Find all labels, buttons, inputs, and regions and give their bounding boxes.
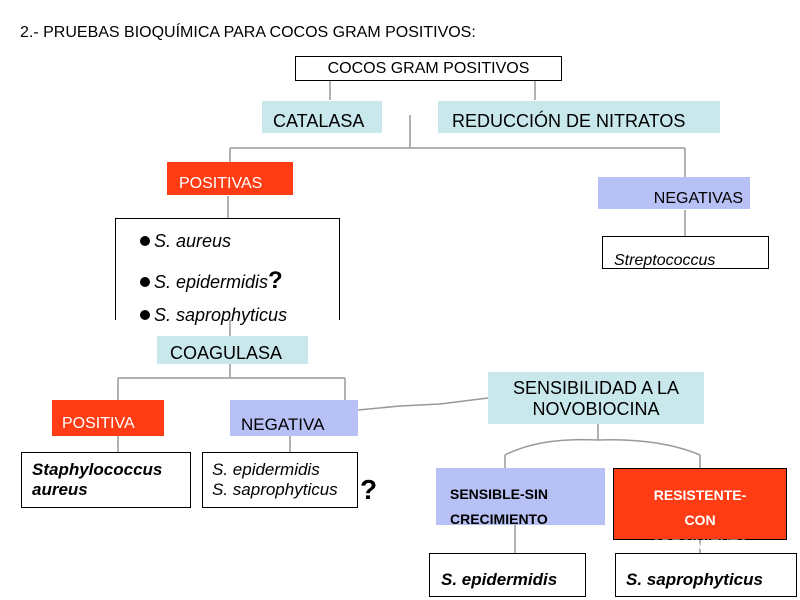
negativas-node: NEGATIVAS [598, 177, 750, 209]
resistente-line: CON [684, 511, 716, 528]
negativa-species-line: S. epidermidis [212, 460, 320, 479]
novobiocina-line: SENSIBILIDAD A LA [512, 378, 680, 398]
species-item: S. epidermidis? [140, 267, 283, 295]
result-resistente-node: S. saprophyticus [615, 553, 797, 597]
nitratos-node: REDUCCIÓN DE NITRATOS [438, 101, 720, 133]
positivas-node: POSITIVAS [167, 162, 293, 195]
page-title: 2.- PRUEBAS BIOQUÍMICA PARA COCOS GRAM POSITIVOS: [20, 24, 476, 41]
negativa-species-node [202, 452, 358, 508]
species-item: S. saprophyticus [140, 305, 287, 326]
coagulasa-node: COAGULASA [157, 336, 308, 364]
species-item: S. aureus [140, 231, 231, 252]
bullet-icon [140, 277, 150, 287]
question-mark: ? [360, 474, 378, 505]
staph-aureus-line: aureus [32, 479, 88, 499]
novobiocina-line: NOVOBIOCINA [532, 398, 660, 419]
result-sensible-node: S. epidermidis [429, 553, 586, 597]
streptococcus-node: Streptococcus [602, 236, 769, 269]
negativa-species-line: S. saprophyticus [212, 479, 338, 499]
bullet-icon [140, 236, 150, 246]
resistente-node [613, 468, 787, 552]
catalasa-node: CATALASA [262, 101, 382, 133]
resistente-line: RESISTENTE- [653, 487, 747, 503]
staph-aureus-line: Staphylococcus [32, 460, 163, 479]
bullet-icon [140, 310, 150, 320]
sensible-node [436, 468, 605, 525]
question-mark: ? [268, 267, 283, 294]
positiva-node: POSITIVA [52, 400, 164, 436]
positivas-species-box [115, 218, 340, 325]
root-node: COCOS GRAM POSITIVOS [295, 56, 562, 81]
resistente-line: CRECIMIENTO [651, 536, 749, 552]
sensible-line: CRECIMIENTO [450, 510, 548, 527]
novobiocina-node [488, 372, 704, 424]
staph-aureus-node [21, 452, 191, 508]
sensible-line: SENSIBLE-SIN [450, 486, 549, 502]
negativa-node: NEGATIVA [230, 400, 358, 436]
